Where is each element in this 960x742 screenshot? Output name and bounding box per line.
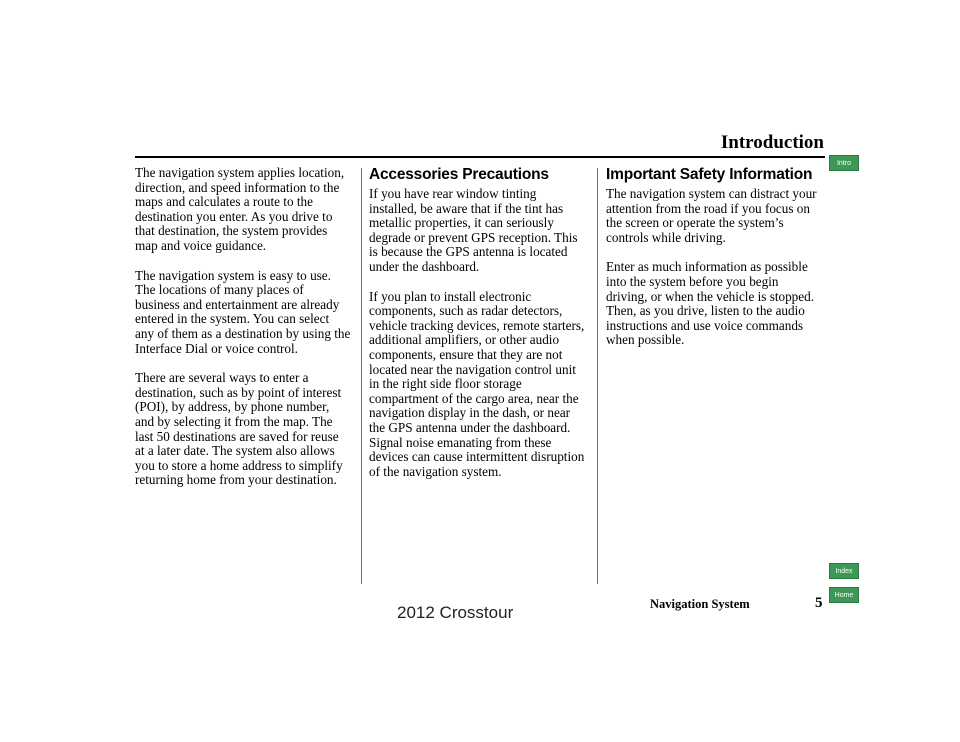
intro-paragraph-1: The navigation system applies location, direction, and speed information to the maps and calculates a route to the destination you enter. As you drive to that destination, the system provides map and voice guidance. (135, 165, 345, 253)
title-rule (135, 156, 825, 158)
intro-tab-button[interactable]: Intro (829, 155, 859, 171)
home-tab-button[interactable]: Home (829, 587, 859, 603)
safety-heading: Important Safety Information (606, 166, 813, 183)
safety-column (606, 166, 822, 363)
column-divider-2 (597, 168, 598, 584)
accessories-paragraph-1: If you have rear window tinting installed, be aware that if the tint has metallic properties, it can seriously degrade or prevent GPS reception. This is because the GPS antenna is located under the dashboard. (369, 186, 578, 274)
accessories-heading: Accessories Precautions (369, 166, 549, 183)
safety-paragraph-2: Enter as much information as possible into the system before you begin driving, or when the vehicle is stopped. Then, as you drive, listen to the audio instructions and use voice commands when possible. (606, 259, 815, 348)
index-tab-button[interactable]: Index (829, 563, 859, 579)
page-title: Introduction (720, 132, 824, 153)
intro-paragraph-2: The navigation system is easy to use. The locations of many places of business and entertainment are already entered in the system. You can select any of them as a destination by using the Interface Dial or voice control. (135, 267, 351, 356)
column-divider-1 (361, 168, 362, 584)
safety-paragraph-1: The navigation system can distract your attention from the road if you focus on the screen or operate the system’s controls while driving. (606, 186, 817, 245)
page-number: 5 (815, 595, 823, 611)
accessories-column (369, 166, 585, 494)
intro-column (135, 166, 351, 503)
accessories-paragraph-2: If you plan to install electronic components, such as radar detectors, vehicle tracking devices, remote starters, additional amplifiers, or other audio components, ensure that they are not located near the navigation control unit in the right side floor storage compartment of the cargo area, near the navigation display in the dash, or near the GPS antenna under the dashboard. Signal noise emanating from these devices can cause intermittent disruption of the navigation system. (369, 288, 585, 479)
watermark-text: 2012 Crosstour (397, 603, 514, 622)
intro-paragraph-3: There are several ways to enter a destination, such as by point of interest (POI), by address, by phone number, and by selecting it from the map. The last 50 destinations are saved for reuse at a later date. The system also allows you to store a home address to simplify returning home from your destination. (135, 370, 343, 488)
footer-section-label: Navigation System (650, 597, 750, 611)
